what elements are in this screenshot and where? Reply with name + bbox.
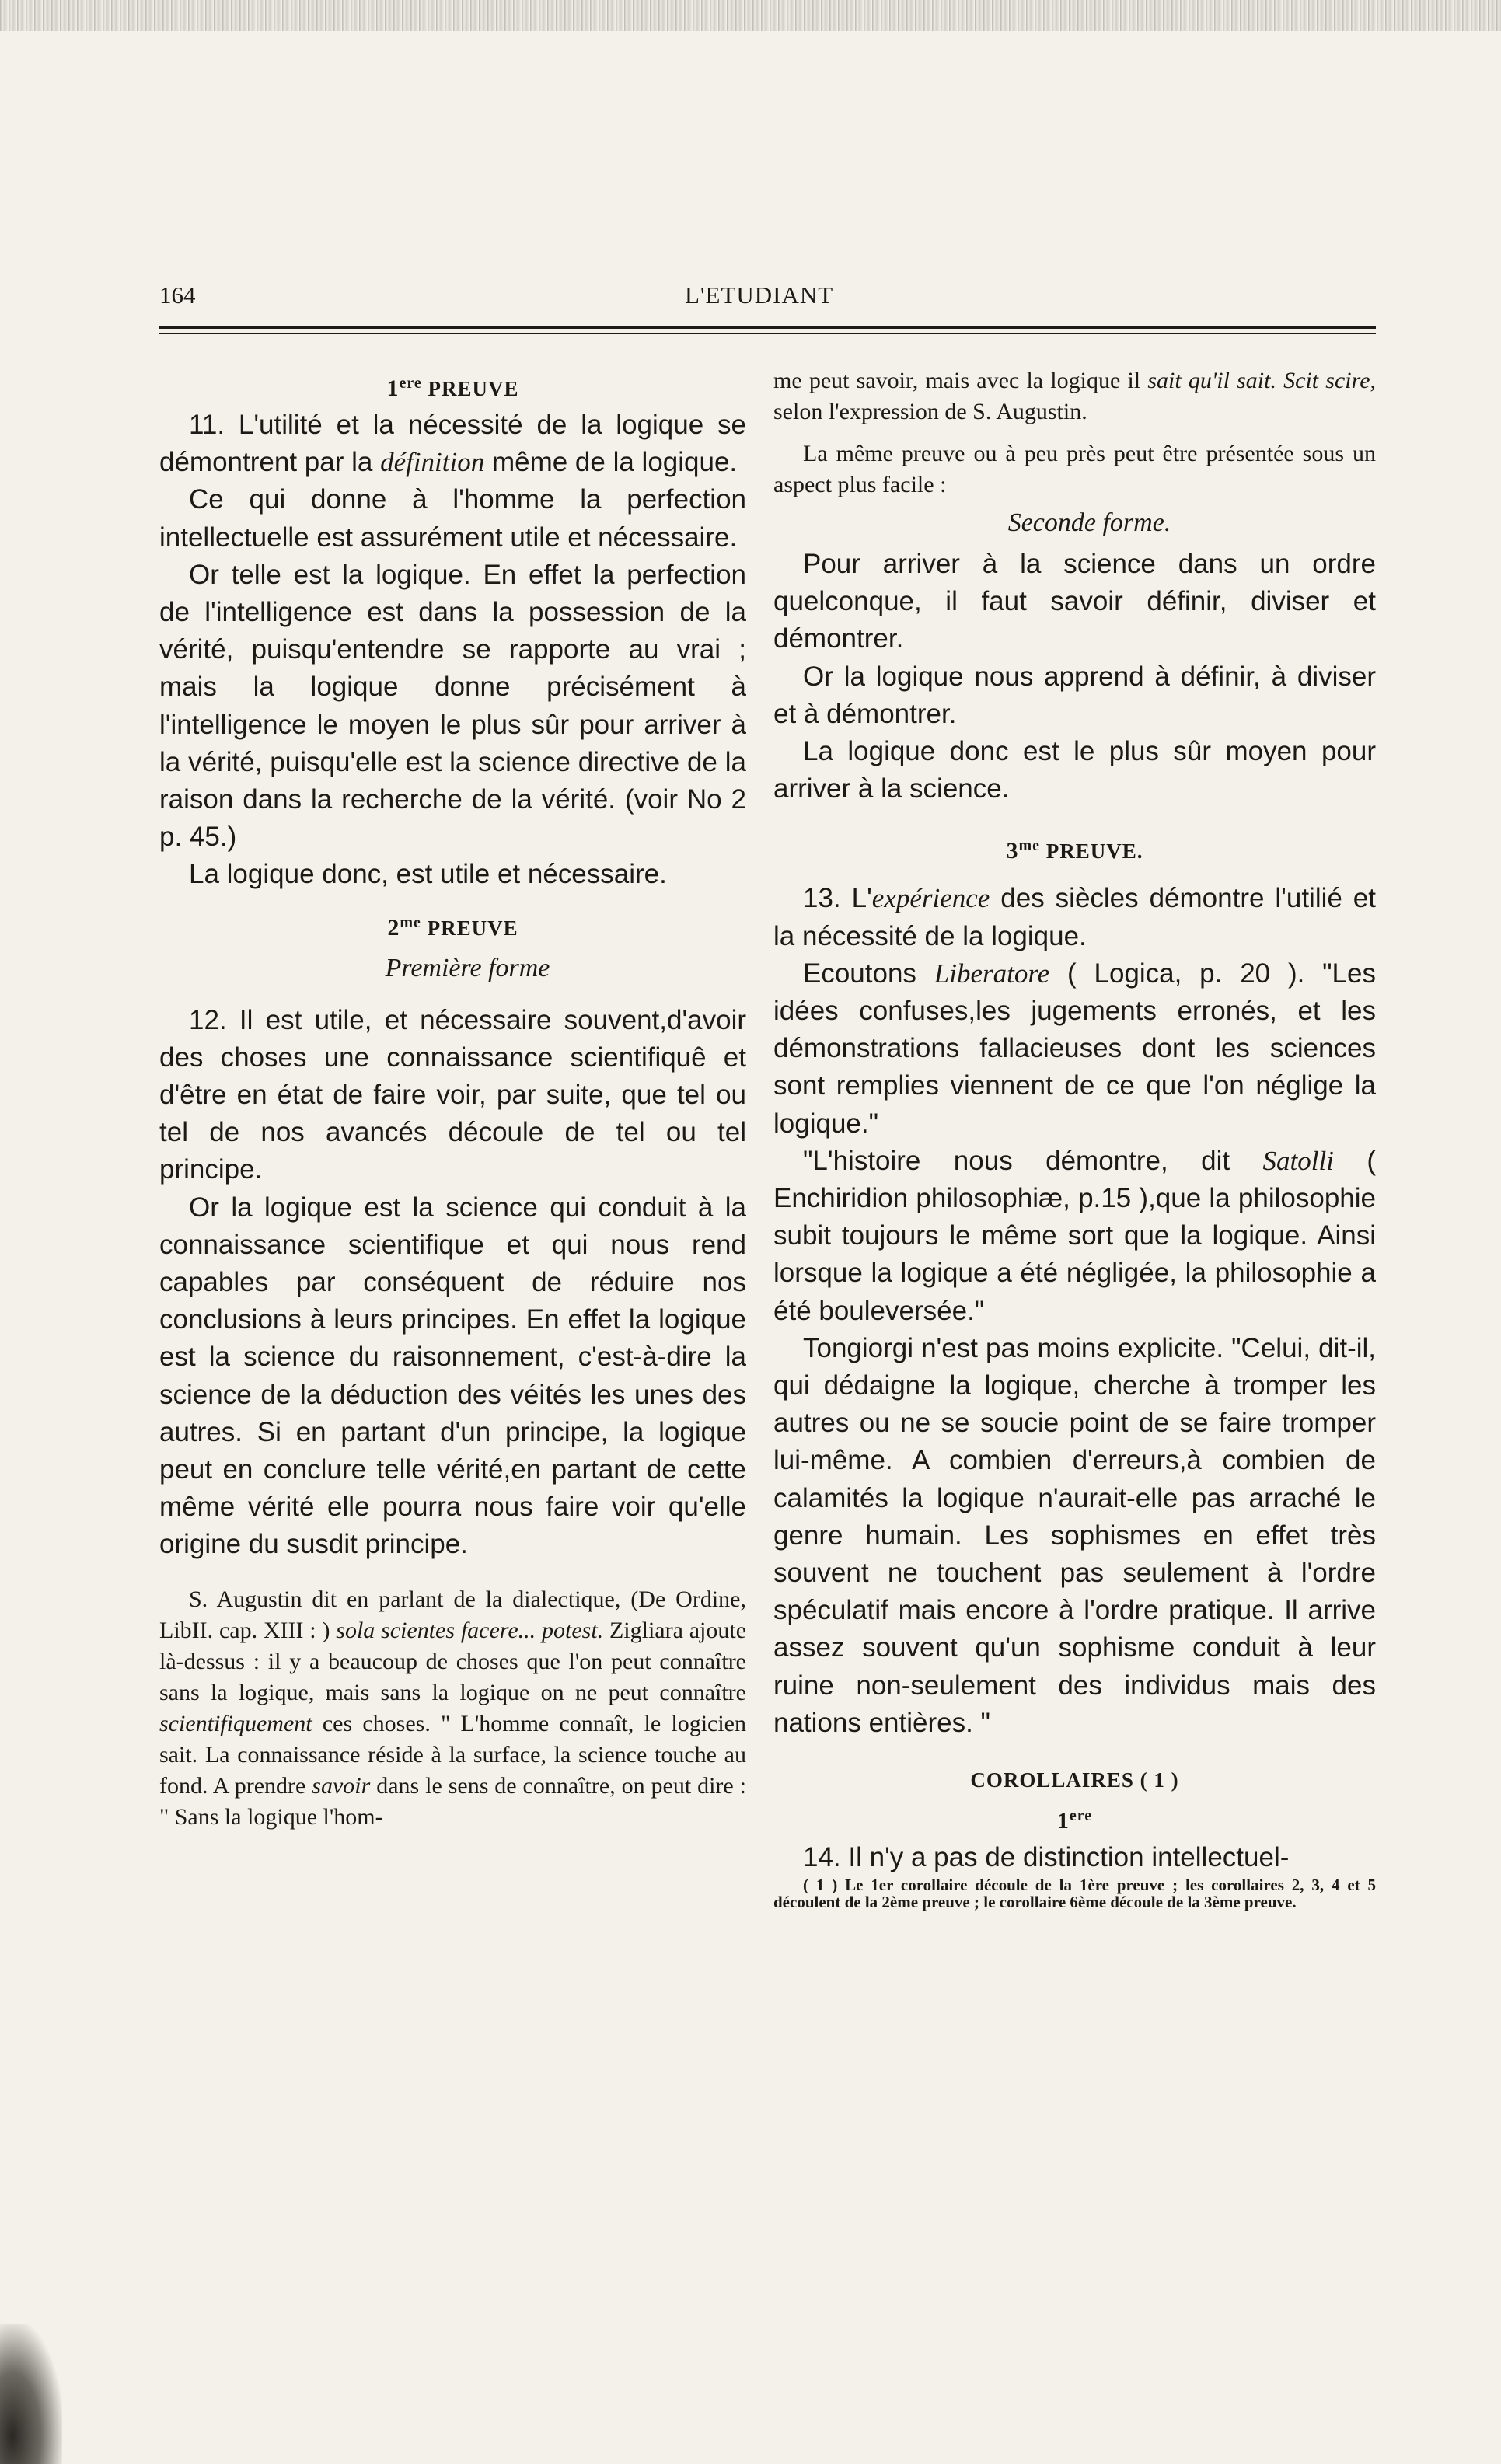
paragraph-13: 13. L'expérience des siècles démontre l'utilié et la nécessité de la logique. [773,883,1376,951]
page-header [159,281,1376,320]
paragraph-11d: La logique donc, est utile et nécessaire. [189,859,667,890]
page-number: 164 [159,281,196,309]
heading-premiere-preuve: 1ere PREUVE [386,375,519,401]
running-title: L'ETUDIANT [685,281,834,309]
header-rule-thick [159,326,1376,329]
paragraph-12b: Or la logique est la science qui conduit à la connaissance scientifique et qui nous rend capables par conséquent de réduire nos conclusions à leurs principes. En effet la logique est la science du raisonnement, c'est-à-dire la science de la déduction des véités les unes des autres. Si en partant d'un principe, la logique peut en conclure telle vérité,en partant de cette même vérité elle pourra nous faire voir qu'elle origine du susdit principe. [159,1192,746,1560]
footnote-1: ( 1 ) Le 1er corollaire découle de la 1ère preuve ; les corollaires 2, 3, 4 et 5 découlent de la 2ème preuve ; le corollaire 6ème découle de la 3ème preuve. [773,1876,1376,1912]
paragraph-seconde-c: La logique donc est le plus sûr moyen pour arriver à la science. [773,736,1376,804]
heading-troisieme-preuve: $3^{me}$ PREUVE. [1006,837,1143,864]
paragraph-13-satolli: "L'histoire nous démontre, dit Satolli ( Enchiridion philosophiæ, p.15 ),que la philosophie subit toujours le même sort que la logique. Ainsi lorsque la logique a été négligée, la philosophie a été bouleversée." [773,1145,1376,1326]
heading-deuxieme-preuve: $2^{me}$ PREUVE [387,913,518,941]
subheading-seconde-forme: Seconde forme. [1007,508,1171,537]
paragraph-11b: Ce qui donne à l'homme la perfection intellectuelle est assurément utile et nécessaire. [159,484,746,553]
paragraph-11: 11. L'utilité et la nécessité de la logique se démontrent par la définition même de la logique. [159,410,746,478]
scan-noise-top [0,0,1501,31]
subheading-premiere-forme: Première forme [385,953,550,982]
small-print-aspect: La même preuve ou à peu près peut être présentée sous un aspect plus facile : [773,441,1376,497]
left-column [159,365,746,1833]
small-print-continuation: me peut savoir, mais avec la logique il sait qu'il sait. Scit scire, selon l'expression de S. Augustin. La même preuve ou à peu près peut être présentée sous un aspect plus facile : [773,365,1376,501]
scan-corner-smudge [0,2324,62,2464]
right-column [773,365,1376,1911]
paragraph-13-tongiorgi: Tongiorgi n'est pas moins explicite. "Celui, dit-il, qui dédaigne la logique, cherche à tromper les autres ou ne se soucie point de se faire tromper lui-même. A combien d'erreurs,à combien de calamités la logique n'aurait-elle pas arraché le genre humain. Les sophismes en effet très souvent ne touchent pas seulement à l'ordre spéculatif mais encore à l'ordre pratique. Il arrive assez souvent qu'un sophisme conduit à leur ruine non-seulement des individus mais des nations entières. " [773,1332,1376,1738]
paragraph-13-liberatore: Ecoutons Liberatore ( Logica, p. 20 ). "Les idées confuses,les jugements erronés, et les démonstrations fallacieuses dont les sciences sont remplies viennent de ce que l'on néglige la logique." [773,958,1376,1139]
heading-corollaires: COROLLAIRES ( 1 ) [970,1768,1179,1792]
paragraph-12: 12. Il est utile, et nécessaire souvent,d'avoir des choses une connaissance scientifiquê et d'être en état de faire voir, par suite, que tel ou tel de nos avancés découle de tel ou tel principe. [159,1004,746,1185]
paragraph-11c: Or telle est la logique. En effet la perfection de l'intelligence est dans la possession de la vérité, puisqu'entendre se rapporte au vrai ; mais la logique donne précisément à l'intelligence le moyen le plus sûr pour arriver à la vérité, puisqu'elle est la science directive de la raison dans la recherche de la vérité. (voir No 2 p. 45.) [159,559,746,853]
heading-corollaire-1: 1ere [1056,1807,1093,1834]
paragraph-seconde-b: Or la logique nous apprend à définir, à diviser et à démontrer. [773,661,1376,729]
paragraph-14: 14. Il n'y a pas de distinction intellectuel- [803,1842,1290,1873]
paragraph-seconde-a: Pour arriver à la science dans un ordre quelconque, il faut savoir définir, diviser et démontrer. [773,549,1376,654]
header-rule-thin [159,333,1376,334]
small-print-note: S. Augustin dit en parlant de la dialectique, (De Ordine, LibII. cap. XIII : ) sola scientes facere... potest. Zigliara ajoute là-dessus : il y a beaucoup de choses que l'on peut connaître sans la logique, mais sans la logique on ne peut connaître scientifiquement ces choses. " L'homme connaît, le logicien sait. La connaissance réside à la surface, la science touche au fond. A prendre savoir dans le sens de connaître, on peut dire : " Sans la logique l'hom- [159,1586,747,1830]
